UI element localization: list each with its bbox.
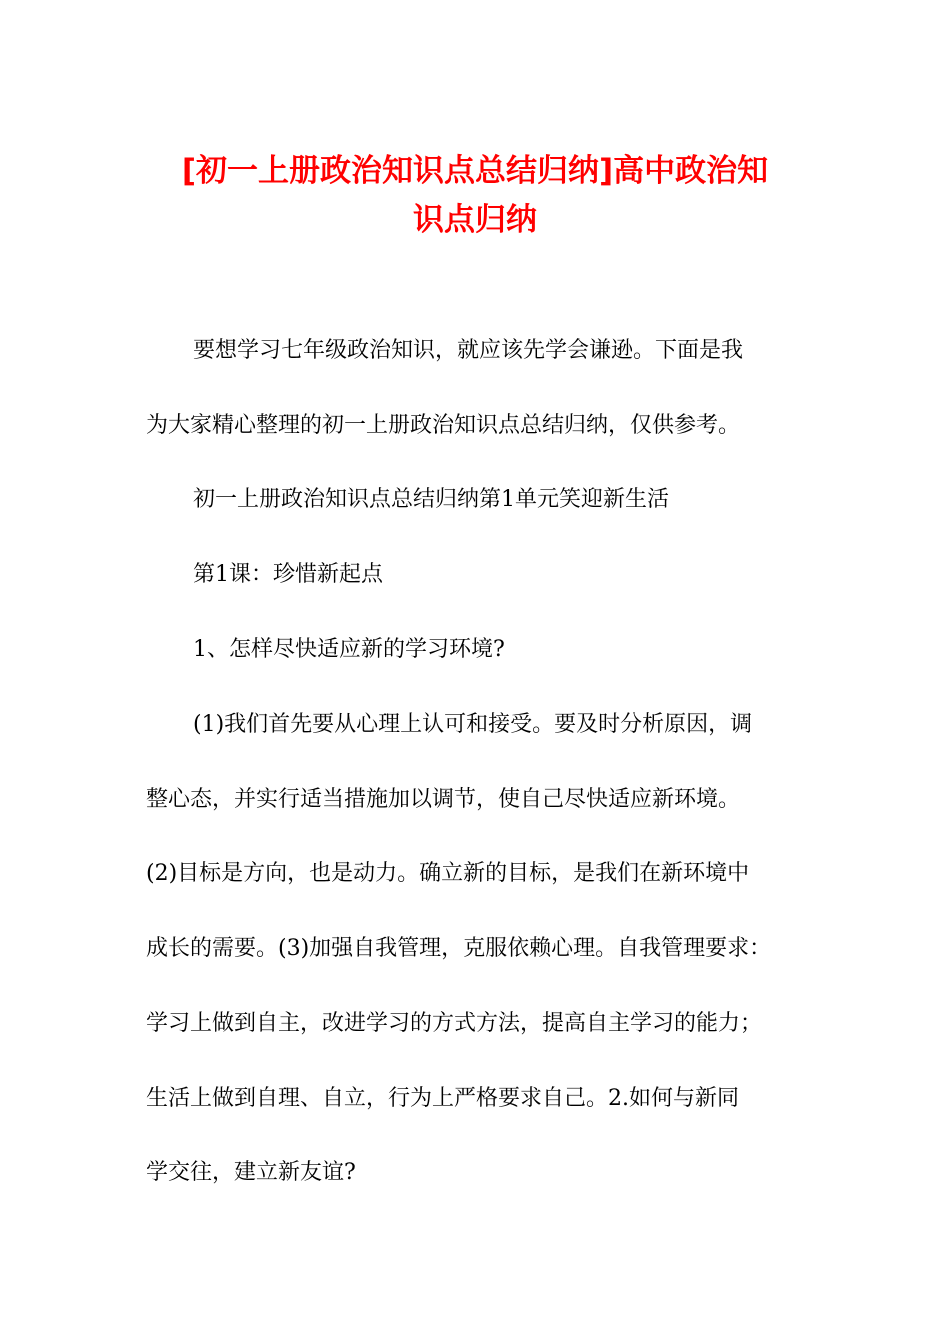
document-title-line-1: [初一上册政治知识点总结归纳]高中政治知: [181, 153, 769, 189]
answer-line-5: 学习上做到自主，改进学习的方式方法，提高自主学习的能力；: [146, 1011, 763, 1036]
answer-line-3: (2)目标是方向，也是动力。确立新的目标，是我们在新环境中: [146, 861, 750, 886]
answer-line-7: 学交往，建立新友谊?: [146, 1160, 356, 1185]
paragraph-intro-line-1: 要想学习七年级政治知识，就应该先学会谦逊。下面是我: [193, 338, 744, 363]
question-1: 1、怎样尽快适应新的学习环境?: [193, 637, 505, 662]
answer-line-6: 生活上做到自理、自立，行为上严格要求自己。2.如何与新同: [146, 1086, 739, 1111]
document-title-line-2: 识点归纳: [413, 202, 537, 238]
lesson-heading: 第1课：珍惜新起点: [193, 562, 383, 587]
answer-line-2: 整心态，并实行适当措施加以调节，使自己尽快适应新环境。: [146, 787, 741, 812]
paragraph-intro-line-2: 为大家精心整理的初一上册政治知识点总结归纳，仅供参考。: [146, 413, 741, 438]
answer-line-4: 成长的需要。(3)加强自我管理，克服依赖心理。自我管理要求：: [146, 936, 772, 961]
answer-line-1: (1)我们首先要从心理上认可和接受。要及时分析原因，调: [193, 712, 753, 737]
unit-heading: 初一上册政治知识点总结归纳第1单元笑迎新生活: [193, 487, 669, 512]
